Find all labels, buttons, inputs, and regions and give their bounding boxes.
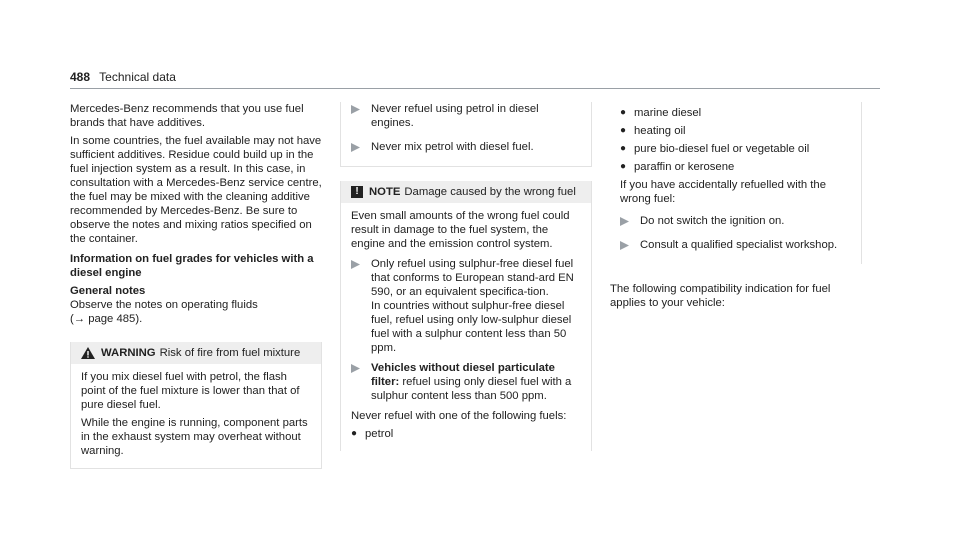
note-label: NOTE bbox=[369, 186, 401, 198]
instruction-step: Vehicles without diesel particulate filter: refuel using only diesel fuel with a sulphur content less than 500 ppm. bbox=[351, 361, 581, 403]
instruction-step: Do not switch the ignition on. bbox=[620, 214, 851, 228]
step-arrow-icon bbox=[620, 238, 630, 252]
step-arrow-icon bbox=[351, 257, 361, 355]
bullet-icon: ● bbox=[351, 428, 358, 439]
warning-body bbox=[71, 364, 321, 468]
step-arrow-icon bbox=[351, 102, 361, 130]
note-header bbox=[341, 181, 591, 203]
paragraph: If you have accidentally refuelled with the wrong fuel: bbox=[620, 179, 826, 205]
instruction-step: Only refuel using sulphur-free diesel fuel that conforms to European stand-ard EN 590, or an equivalent specifica-tion. In countries without sulphur-free diesel fuel, refuel using only low-sulphur diesel fuel with a sulphur content less than 50 ppm. bbox=[351, 257, 581, 355]
note-title: Damage caused by the wrong fuel bbox=[404, 186, 576, 198]
paragraph: Observe the notes on operating fluids bbox=[70, 299, 258, 311]
note-box bbox=[340, 181, 592, 451]
warning-title: Risk of fire from fuel mixture bbox=[159, 347, 301, 359]
exclamation-icon: ! bbox=[351, 186, 363, 198]
list-item: ● pure bio-diesel fuel or vegetable oil bbox=[620, 143, 810, 155]
list-item: ● heating oil bbox=[620, 125, 686, 137]
paragraph: In some countries, the fuel available may not have sufficient additives. Residue could build up in the fuel injection system as a result. In this case, in consultation with a Mercedes-Benz service centre, the fuel may be mixed with the cleaning additive recommended by Mercedes-Benz. Be sure to observe the notes and mixing ratios specified on the container. bbox=[70, 135, 322, 245]
list-item: ● paraffin or kerosene bbox=[620, 161, 735, 173]
instruction-box bbox=[340, 102, 592, 167]
warning-label: WARNING bbox=[101, 347, 156, 359]
column-middle bbox=[340, 102, 592, 451]
bullet-icon: ● bbox=[620, 125, 627, 136]
paragraph: Mercedes-Benz recommends that you use fuel brands that have additives. bbox=[70, 103, 304, 129]
step-arrow-icon bbox=[620, 214, 630, 228]
paragraph: Never refuel with one of the following fuels: bbox=[351, 410, 567, 422]
paragraph: Even small amounts of the wrong fuel could result in damage to the fuel system, the engine and the emission control system. bbox=[351, 210, 570, 250]
paragraph: If you mix diesel fuel with petrol, the flash point of the fuel mixture is lower than that of pure diesel fuel. bbox=[81, 371, 300, 411]
paragraph: While the engine is running, component parts in the exhaust system may overheat without warning. bbox=[81, 417, 308, 457]
step-arrow-icon bbox=[351, 361, 361, 403]
note-box-continued bbox=[610, 102, 862, 264]
header-divider bbox=[70, 88, 880, 89]
section-heading: Information on fuel grades for vehicles with a diesel engine bbox=[70, 253, 314, 279]
page-number: 488 bbox=[70, 70, 91, 84]
note-body bbox=[341, 203, 591, 451]
column-left bbox=[70, 102, 322, 469]
step-arrow-icon bbox=[351, 140, 361, 154]
warning-box bbox=[70, 342, 322, 469]
page-reference[interactable]: (→ page 485). bbox=[70, 313, 143, 325]
list-item: ● marine diesel bbox=[620, 107, 702, 119]
column-right bbox=[610, 102, 862, 314]
warning-header bbox=[71, 342, 321, 364]
paragraph: The following compatibility indication for fuel applies to your vehicle: bbox=[610, 283, 831, 309]
list-item: ● petrol bbox=[351, 428, 394, 440]
bullet-icon: ● bbox=[620, 161, 627, 172]
instruction-step: Consult a qualified specialist workshop. bbox=[620, 238, 851, 252]
instruction-step: Never mix petrol with diesel fuel. bbox=[351, 140, 581, 154]
instruction-step: Never refuel using petrol in diesel engines. bbox=[351, 102, 581, 130]
section-title: Technical data bbox=[99, 70, 176, 84]
bullet-icon: ● bbox=[620, 143, 627, 154]
bullet-icon: ● bbox=[620, 107, 627, 118]
warning-triangle-icon bbox=[81, 347, 95, 359]
subsection-heading: General notes bbox=[70, 285, 146, 297]
